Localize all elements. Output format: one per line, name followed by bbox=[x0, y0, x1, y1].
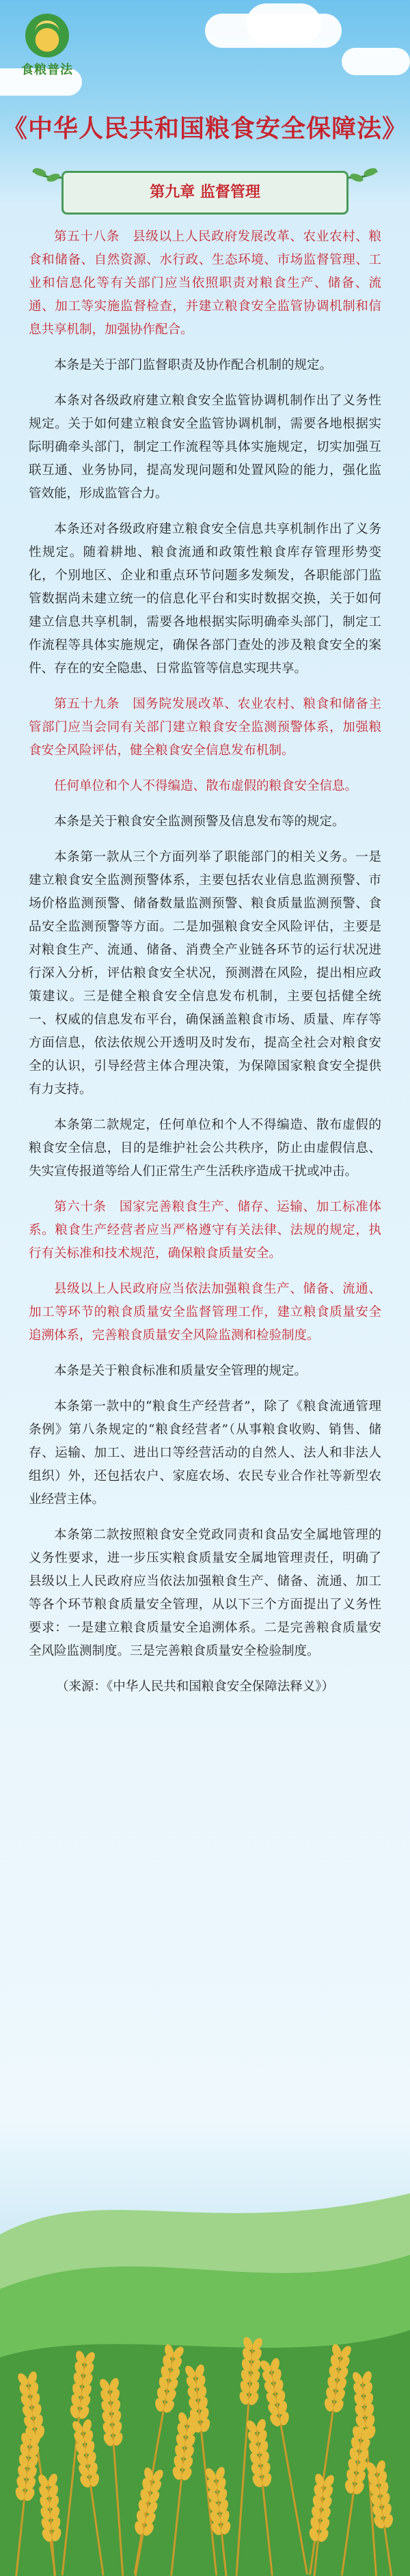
cloud bbox=[246, 3, 321, 44]
article-paragraph: 第五十八条 县级以上人民政府发展改革、农业农村、粮食和储备、自然资源、水行政、生态环境、市场监督管理、工业和信息化等有关部门应当依照职责对粮食生产、储备、流通、加工等实施监督检查，并建立粮食安全监管协调机制和信息共享机制，加强协作配合。 bbox=[29, 230, 381, 337]
article-paragraph: 本条对各级政府建立粮食安全监管协调机制作出了义务性规定。关于如何建立粮食安全监管协调机制，需要各地根据实际明确牵头部门，制定工作流程等具体实施规定，切实加强互联互通、业务协同，提高发现问题和处置风险的能力，强化监管效能，形成监管合力。 bbox=[29, 394, 381, 501]
article-paragraph: 本条第二款规定，任何单位和个人不得编造、散布虚假的粮食安全信息，目的是维护社会公共秩序，防止由虚假信息、失实宣传报道等给人们正常生产生活秩序造成干扰或冲击。 bbox=[29, 1118, 381, 1179]
article-paragraph: 本条是关于部门监督职责及协作配合机制的规定。 bbox=[54, 358, 333, 372]
article-paragraph: 本条还对各级政府建立粮食安全信息共享机制作出了义务性规定。随着耕地、粮食流通和政策性粮食库存管理形势变化，个别地区、企业和重点环节问题多发频发，各职能部门监管数据尚未建立统一的信息化平台和实时数据交换，关于如何建立信息共享机制，需要各地根据实际明确牵头部门，制定工作流程等具体实施规定，确保各部门查处的涉及粮食安全的案件、存在的安全隐患、日常监管等信息实现共享。 bbox=[29, 522, 381, 676]
source-note: （来源：《中华人民共和国粮食安全保障法释义》） bbox=[56, 1680, 335, 1694]
article-paragraph: 第六十条 国家完善粮食生产、储存、运输、加工标准体系。粮食生产经营者应当严格遵守有关法律、法规的规定，执行有关标准和技术规范，确保粮食质量安全。 bbox=[29, 1200, 381, 1261]
article-paragraph: 本条是关于粮食标准和质量安全管理的规定。 bbox=[54, 1364, 308, 1378]
article-paragraph: 本条第一款中的“粮食生产经营者”，除了《粮食流通管理条例》第八条规定的“粮食经营者”（从事粮食收购、销售、储存、运输、加工、进出口等经营活动的自然人、法人和非法人组织）外，还包括农户、家庭农场、农民专业合作社等新型农业经营主体。 bbox=[29, 1399, 381, 1507]
logo-text: 食粮普法 bbox=[21, 63, 73, 77]
article-paragraph: 第五十九条 国务院发展改革、农业农村、粮食和储备主管部门应当会同有关部门建立粮食安全监测预警体系，加强粮食安全风险评估，健全粮食安全信息发布机制。 bbox=[29, 697, 381, 758]
article-paragraph: 县级以上人民政府应当依法加强粮食生产、储备、流通、加工等环节的粮食质量安全监督管理工作，建立粮食质量安全追溯体系，完善粮食质量安全风险监测和检验制度。 bbox=[29, 1282, 381, 1343]
logo-emblem-icon bbox=[25, 14, 69, 57]
article-paragraph: 任何单位和个人不得编造、散布虚假的粮食安全信息。 bbox=[54, 779, 358, 793]
article-paragraph: 本条是关于粮食安全监测预警及信息发布等的规定。 bbox=[54, 814, 345, 829]
chapter-heading: 第九章 监督管理 bbox=[62, 171, 348, 215]
article-paragraph: 本条第二款按照粮食安全党政同责和食品安全属地管理的义务性要求，进一步压实粮食质量安全属地管理责任，明确了县级以上人民政府应当依法加强粮食生产、储备、流通、加工等各个环节粮食质量安全管理，从以下三个方面提出了义务性要求：一是建立粮食质量安全追溯体系。二是完善粮食质量安全风险监测制度。三是完善粮食质量安全检验制度。 bbox=[29, 1528, 381, 1658]
page-title: 《中华人民共和国粮食安全保障法》 bbox=[2, 115, 407, 143]
article-content bbox=[29, 225, 381, 1711]
logo bbox=[16, 14, 78, 82]
wheat-field-illustration bbox=[0, 2152, 410, 2576]
cloud bbox=[342, 48, 410, 75]
article-paragraph: 本条第一款从三个方面列举了职能部门的相关义务。一是建立粮食安全监测预警体系，主要包括农业信息监测预警、市场价格监测预警、储备数量监测预警、粮食质量监测预警、食品安全监测预警等方面。二是加强粮食安全风险评估，主要是对粮食生产、流通、储备、消费全产业链各环节的运行状况进行深入分析，评估粮食安全状况，预测潜在风险，提出相应政策建议。三是健全粮食安全信息发布机制，主要包括健全统一、权威的信息发布平台，确保涵盖粮食市场、质量、库存等方面信息，依法依规公开透明及时发布，提高全社会对粮食安全的认识，引导经营主体合理决策，为保障国家粮食安全提供有力支持。 bbox=[29, 850, 381, 1097]
